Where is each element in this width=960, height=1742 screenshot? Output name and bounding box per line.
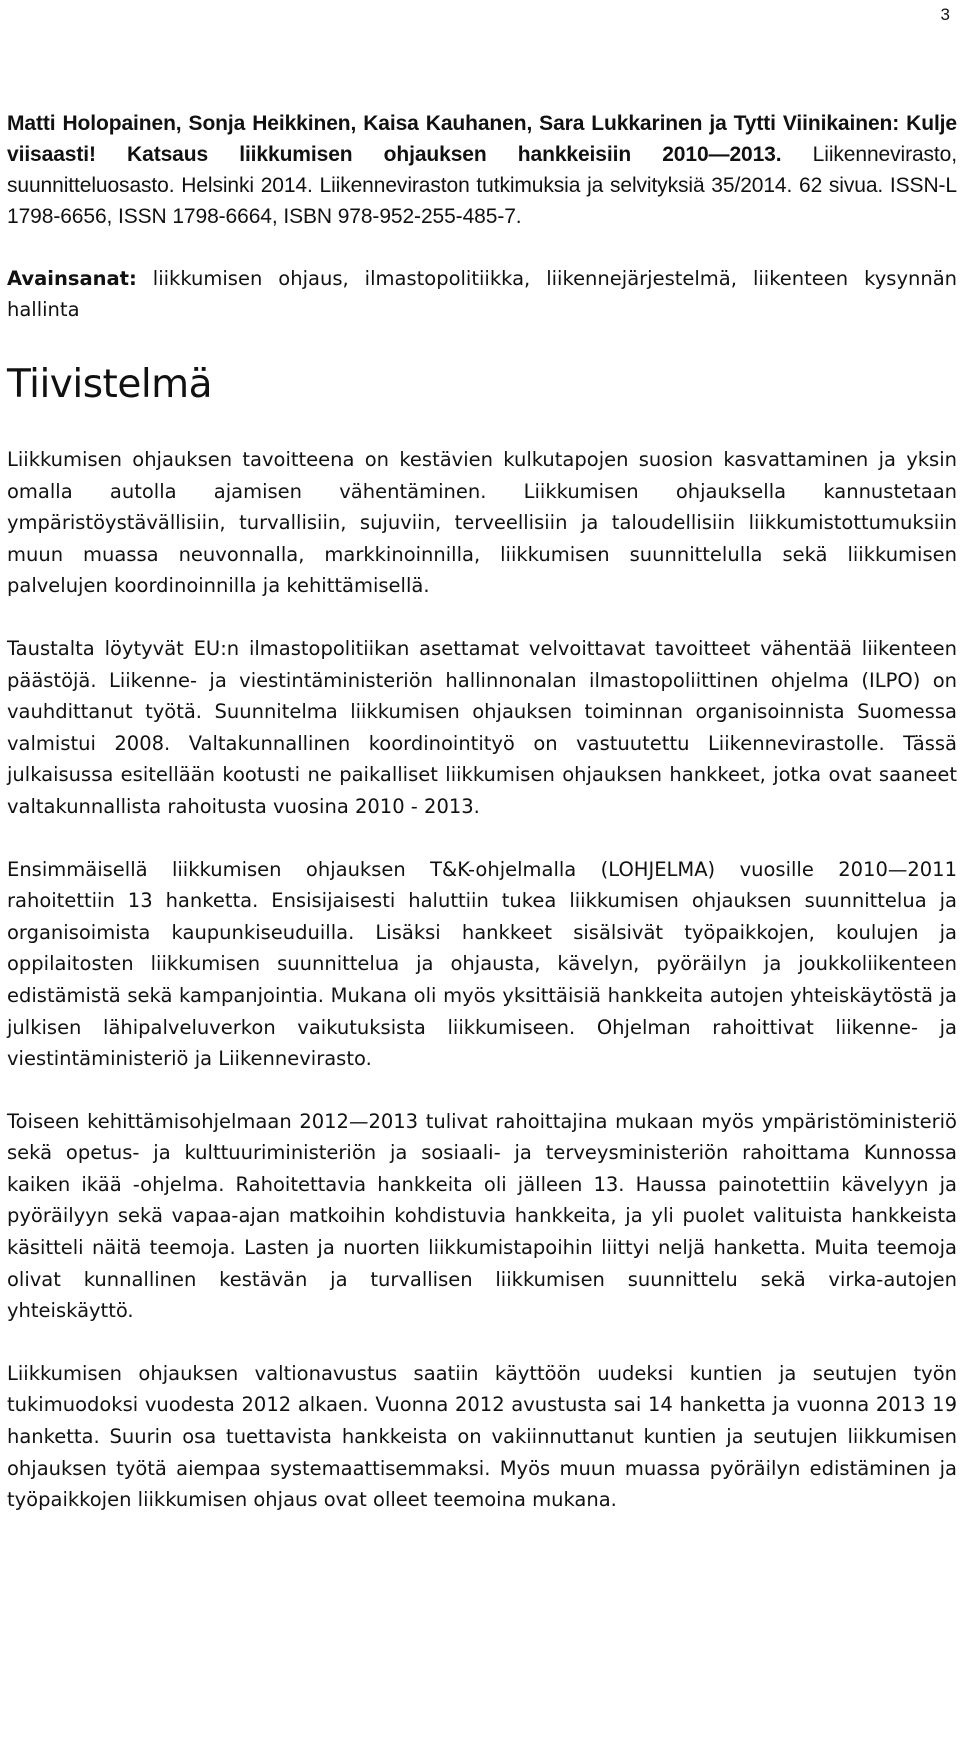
keywords-text: liikkumisen ohjaus, ilmastopolitiikka, liikennejärjestelmä, liikenteen kysynnän hallinta (7, 267, 958, 321)
document-body (7, 108, 957, 1516)
citation-authors-title: Matti Holopainen, Sonja Heikkinen, Kaisa Kauhanen, Sara Lukkarinen ja Tytti Viinikainen: Kulje viisaasti! Katsaus liikkumisen ohjauksen hankkeisiin 2010—2013. (7, 112, 957, 166)
citation (7, 108, 957, 232)
summary-paragraph-2: Taustalta löytyvät EU:n ilmastopolitiikan asettamat velvoittavat tavoitteet vähentää liikenteen päästöjä. Liikenne- ja viestintäministeriön hallinnonalan ilmastopoliittinen ohjelma (ILPO) on vauhdittanut työtä. Suunnitelma liikkumisen ohjauksen toiminnan organisoinnista Suomessa valmistui 2008. Valtakunnallinen koordinointityö on vastuutettu Liikennevirastolle. Tässä julkaisussa esitellään kootusti ne paikalliset liikkumisen ohjauksen hankkeet, jotka ovat saaneet valtakunnallista rahoitusta vuosina 2010 - 2013. (7, 636, 957, 818)
summary-paragraph-1: Liikkumisen ohjauksen tavoitteena on kestävien kulkutapojen suosion kasvattaminen ja yksin omalla autolla ajamisen vähentäminen. Liikkumisen ohjauksella kannustetaan ympäristöystävällisiin, turvallisiin, sujuviin, terveellisiin ja taloudellisiin liikkumistottumuksiin muun muassa neuvonnalla, markkinoinnilla, liikkumisen suunnittelulla sekä liikkumisen palvelujen koordinoinnilla ja kehittämisellä. (7, 448, 957, 598)
citation-publication-info: Liikennevirasto, suunnitteluosasto. Helsinki 2014. Liikenneviraston tutkimuksia ja selvityksiä 35/2014. 62 sivua. ISSN-L 1798-6656, ISSN 1798-6664, ISBN 978-952-255-485-7. (7, 143, 957, 228)
keywords (7, 263, 957, 325)
summary-paragraph-5: Liikkumisen ohjauksen valtionavustus saatiin käyttöön uudeksi kuntien ja seutujen työn tukimuodoksi vuodesta 2012 alkaen. Vuonna 2012 avustusta sai 14 hanketta ja vuonna 2013 19 hanketta. Suurin osa tuettavista hankkeista on vakiinnuttanut kuntien ja seutujen liikkumisen ohjauksen työtä aiempaa systemaattisemmaksi. Myös muun muassa pyöräilyn edistäminen ja työpaikkojen liikkumisen ohjaus ovat olleet teemoina mukana. (7, 1361, 957, 1512)
summary-title: Tiivistelmä (7, 362, 213, 407)
summary-paragraph-3: Ensimmäisellä liikkumisen ohjauksen T&K-ohjelmalla (LOHJELMA) vuosille 2010—2011 rahoitettiin 13 hanketta. Ensisijaisesti haluttiin tukea liikkumisen ohjauksen suunnittelua ja organisoimista kaupunkiseuduilla. Lisäksi hankkeet sisälsivät työpaikkojen, koulujen ja oppilaitosten liikkumisen suunnittelua ja ohjausta, kävelyn, pyöräilyn ja joukkoliikenteen edistämistä sekä kampanjointia. Mukana oli myös yksittäisiä hankkeita autojen yhteiskäytöstä ja julkisen lähipalveluverkon vaikutuksista liikkumiseen. Ohjelman rahoittivat liikenne- ja viestintäministeriö ja Liikennevirasto. (7, 857, 957, 1071)
keywords-label: Avainsanat: (7, 267, 137, 290)
summary-paragraph-4: Toiseen kehittämisohjelmaan 2012—2013 tulivat rahoittajina mukaan myös ympäristöministeriö sekä opetus- ja kulttuuriministeriön ja sosiaali- ja terveysministeriön rahoittama Kunnossa kaiken ikää -ohjelma. Rahoitettavia hankkeita oli jälleen 13. Haussa painotettiin kävelyyn ja pyöräilyyn sekä vapaa-ajan matkoihin kohdistuvia hankkeita, ja yli puolet valituista hankkeista käsitteli näitä teemoja. Lasten ja nuorten liikkumistapoihin liittyi neljä hanketta. Muita teemoja olivat kunnallinen kestävän ja turvallisen liikkumisen suunnittelu sekä virka-autojen yhteiskäyttö. (7, 1109, 957, 1323)
page-number: 3 (940, 5, 950, 24)
